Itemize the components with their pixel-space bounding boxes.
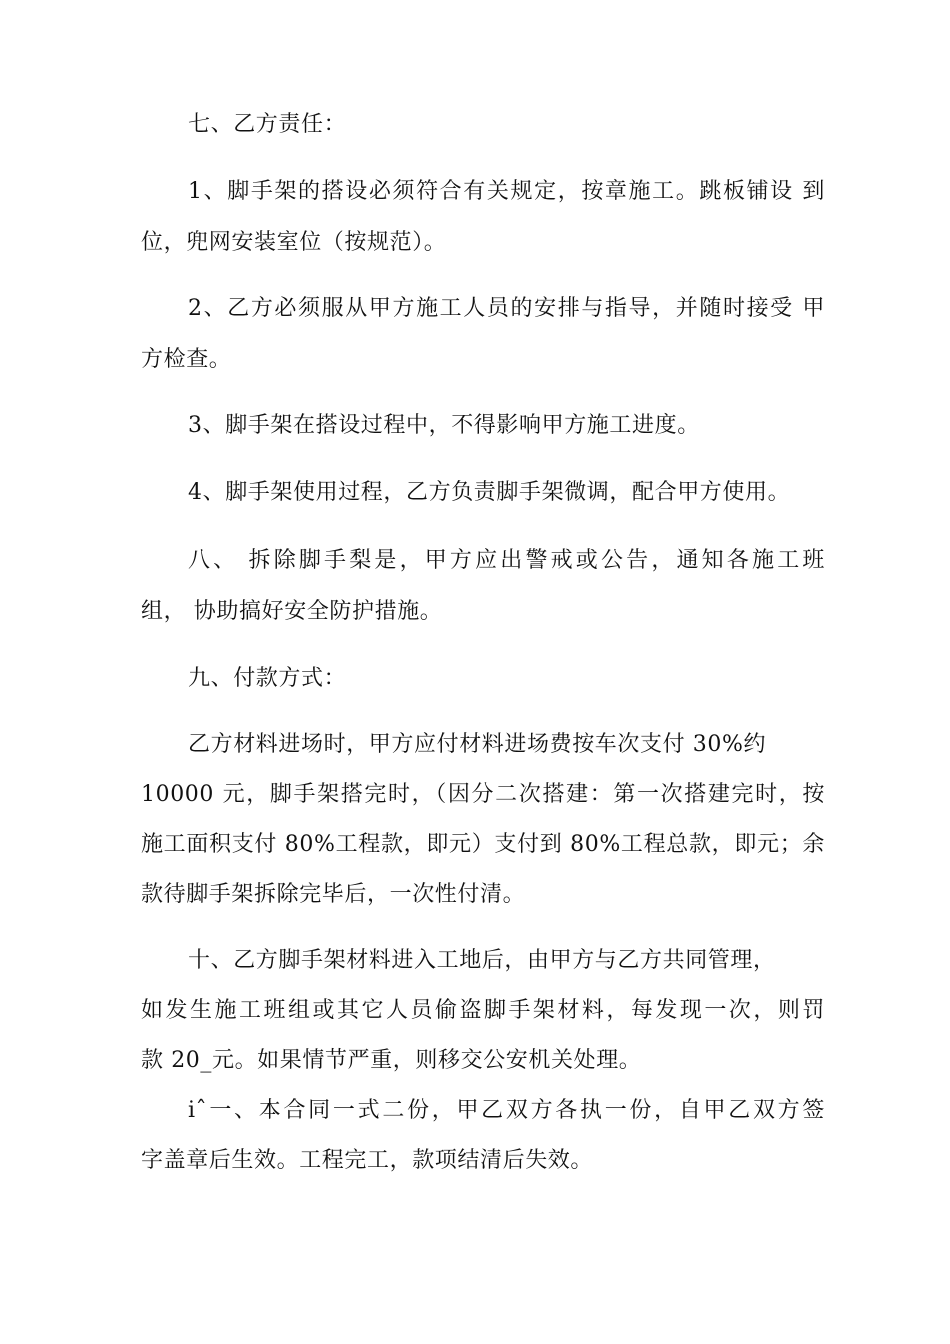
section-9-line-1: 乙方材料进场时，甲方应付材料进场费按车次支付 30%约 bbox=[188, 732, 767, 757]
section-7-item-4: 4、脚手架使用过程，乙方负责脚手架微调，配合甲方使用。 bbox=[188, 480, 791, 505]
section-7-item-2-line-2: 方检查。 bbox=[141, 347, 232, 372]
section-9-heading: 九、付款方式： bbox=[188, 666, 347, 691]
section-7-item-1-line-1: 1、脚手架的搭设必须符合有关规定，按章施工。跳板铺设 到 bbox=[188, 179, 825, 204]
section-11-line-1: iˆ一、本合同一式二份，甲乙双方各执一份，自甲乙双方签 bbox=[188, 1098, 825, 1123]
section-9-line-2: 10000 元，脚手架搭完时，（因分二次搭建：第一次搭建完时，按 bbox=[141, 782, 825, 807]
section-7-heading: 七、乙方责任： bbox=[188, 112, 347, 137]
section-9-line-3: 施工面积支付 80%工程款，即元）支付到 80%工程总款，即元；余 bbox=[141, 832, 825, 857]
section-8-line-1: 八、 拆除脚手梨是，甲方应出警戒或公告，通知各施工班 bbox=[188, 548, 825, 573]
section-10-line-3: 款 20_元。如果情节严重，则移交公安机关处理。 bbox=[141, 1048, 642, 1073]
section-10-line-2: 如发生施工班组或其它人员偷盗脚手架材料，每发现一次，则罚 bbox=[141, 998, 825, 1023]
section-11-line-2: 字盖章后生效。工程完工，款项结清后失效。 bbox=[141, 1148, 594, 1173]
section-8-line-2: 组， 协助搞好安全防护措施。 bbox=[141, 599, 443, 624]
section-10-line-1: 十、乙方脚手架材料进入工地后，由甲方与乙方共同管理， bbox=[188, 948, 776, 973]
section-7-item-1-line-2: 位，兜网安装室位（按规范）。 bbox=[141, 230, 447, 255]
section-7-item-2-line-1: 2、乙方必须服从甲方施工人员的安排与指导，并随时接受 甲 bbox=[188, 296, 825, 321]
section-7-item-3: 3、脚手架在搭设过程中，不得影响甲方施工进度。 bbox=[188, 413, 700, 438]
section-9-line-4: 款待脚手架拆除完毕后，一次性付清。 bbox=[141, 882, 526, 907]
